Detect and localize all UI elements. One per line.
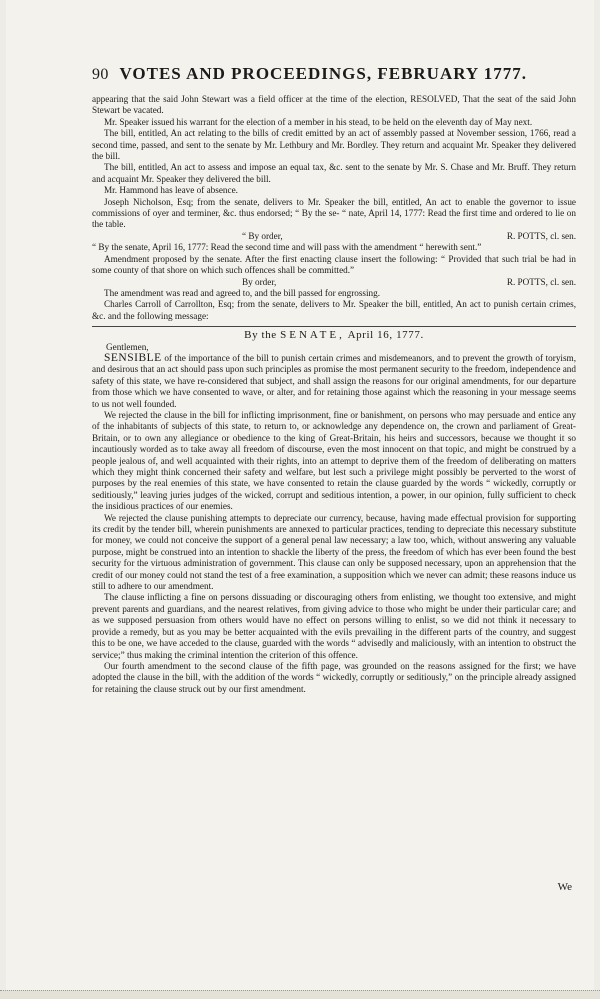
- by-order: “ By order,: [242, 230, 283, 241]
- page-header: [92, 64, 532, 90]
- paragraph: Mr. Speaker issued his warrant for the election of a member in his stead, to be held on the eleventh day of May next.: [104, 116, 533, 127]
- clerk-signature: R. POTTS, cl. sen.: [506, 230, 576, 241]
- paragraph: Mr. Hammond has leave of absence.: [104, 185, 238, 196]
- paragraph: Charles Carroll of Carrollton, Esq; from the senate, delivers to Mr. Speaker the bill, entitled, An act to punish certain crimes, &c. and the following message:: [92, 299, 576, 321]
- salutation: Gentlemen,: [106, 341, 149, 352]
- paragraph: The bill, entitled, An act to assess and impose an equal tax, &c. sent to the senate by Mr. S. Chase and Mr. Bruff. They return and acquaint Mr. Speaker they delivered the bill.: [92, 162, 576, 184]
- signature-line: [92, 277, 576, 288]
- catchword: We: [557, 881, 572, 893]
- message-byline: [92, 330, 576, 341]
- paragraph: Our fourth amendment to the second clause of the fifth page, was grounded on the reasons assigned for the first; we have adopted the clause in the bill, with the addition of the words “ wickedly, corruptly or seditiously,” on the principle already assigned for retaining the clause struck out by our first amendment.: [92, 660, 576, 694]
- paragraph: We rejected the clause in the bill for inflicting imprisonment, fine or banishment, on persons who may persuade and entice any of the inhabitants of subjects of this state, to return to, or acknowledge any dependence on, the crown and parliament of Great-Britain, or to own any allegiance or obedience to the king of Great-Britain, his heirs and successors, because we thought it so incautiously worded as to take away all freedom of discourse, even the most innocent on that topic, and might be construed by a people jealous of, and well acquainted with their rights, into an attempt to deprive them of the freedom of deliberating on matters which they might think concerned their safety and welfare, but lest such a privilege might possibly be perverted to the worst of purposes by the real enemies of this state, we have consented to retain the clause guarded by the words “ wickedly, corruptly or seditiously,” leaving juries judges of the wicked, corrupt and seditious intention, a power, in our opinion, fully sufficient to check the insidious practices of our enemies.: [92, 409, 576, 512]
- running-title: VOTES AND PROCEEDINGS, FEBRUARY 1777.: [119, 64, 528, 83]
- paragraph: Joseph Nicholson, Esq; from the senate, delivers to Mr. Speaker the bill, entitled, An act to enable the governor to issue commissions of oyer and terminer, &c. thus endorsed; “ By the se- “ nate, April 14, 1777: Read the first time and ordered to lie on the table.: [92, 196, 576, 230]
- byline-senate: SENATE,: [280, 329, 345, 342]
- paragraph: “ By the senate, April 16, 1777: Read the second time and will pass with the amendment “ herewith sent.”: [92, 242, 482, 253]
- paragraph: appearing that the said John Stewart was a field officer at the time of the election, RESOLVED, That the seat of the said John Stewart be vacated.: [92, 94, 576, 116]
- paragraph: The bill, entitled, An act relating to the bills of credit emitted by an act of assembly passed at November session, 1766, read a second time, passed, and sent to the senate by Mr. Lethbury and Mr. Bordley. They return and acquaint Mr. Speaker they delivered the bill.: [92, 128, 576, 162]
- paragraph: The amendment was read and agreed to, and the bill passed for engrossing.: [104, 287, 381, 298]
- divider-rule: [92, 326, 576, 327]
- paragraph-text: of the importance of the bill to punish certain crimes and misdemeanors, and to prevent the growth of toryism, and desirous that an act should pass upon such principles as promise the most permanent security to the freedom, independence and safety of this state, we have re-considered that subject, and shall assign the reasons for our original amendments, for our departure from those which we have consented to wave, or alter, and for retaining those against which the reasoning in your message seems to us not well founded.: [92, 352, 576, 409]
- signature-line: [92, 231, 576, 242]
- byline-date: April 16, 1777.: [347, 329, 424, 342]
- paragraph: [92, 353, 576, 410]
- paragraph: Amendment proposed by the senate. After the first enacting clause insert the following: “ Provided that such trial be had in some county of that shore on which such offences shall be committed.”: [92, 253, 576, 276]
- opening-word: SENSIBLE: [104, 351, 162, 364]
- document-page: [6, 0, 594, 998]
- page-number: 90: [92, 66, 109, 83]
- paragraph: The clause inflicting a fine on persons dissuading or discouraging others from enlisting, we thought too extensive, and might prevent parents and guardians, and the nearest relatives, from giving advice to those who might be under their particular care; and as we supposed persuasion from others would have no effect on persons willing to enlist, so we did not think it necessary to provide a remedy, but as you may be better acquainted with the evils prevailing in the different parts of the country, and suggest this to be one, we have acceded to the clause, guarded with the words “ advisedly and maliciously, with an intention to obstruct the service;” thus making the criminal intention the criterion of this offence.: [92, 592, 576, 660]
- clerk-signature: R. POTTS, cl. sen.: [506, 276, 576, 287]
- page-body: [92, 94, 576, 695]
- by-order: By order,: [242, 276, 277, 287]
- paragraph: We rejected the clause punishing attempts to depreciate our currency, because, having made effectual provision for supporting its credit by the tender bill, wherein punishments are annexed to particular practices, tending to depreciate this necessary substitute for money, we could not conceive the support of a general penal law necessary; a law too, which, without answering any valuable purpose, might be construed into an intention to shackle the liberty of the press, the freedom of which has ever been found the best security for the virtuous administration of government. This clause can only be supposed necessary, upon an apprehension that the credit of our money could not stand the test of a free examination, a supposition which we never can admit; these reasons induce us still to adhere to our amendment.: [92, 512, 576, 592]
- byline-prefix: By the: [244, 329, 277, 342]
